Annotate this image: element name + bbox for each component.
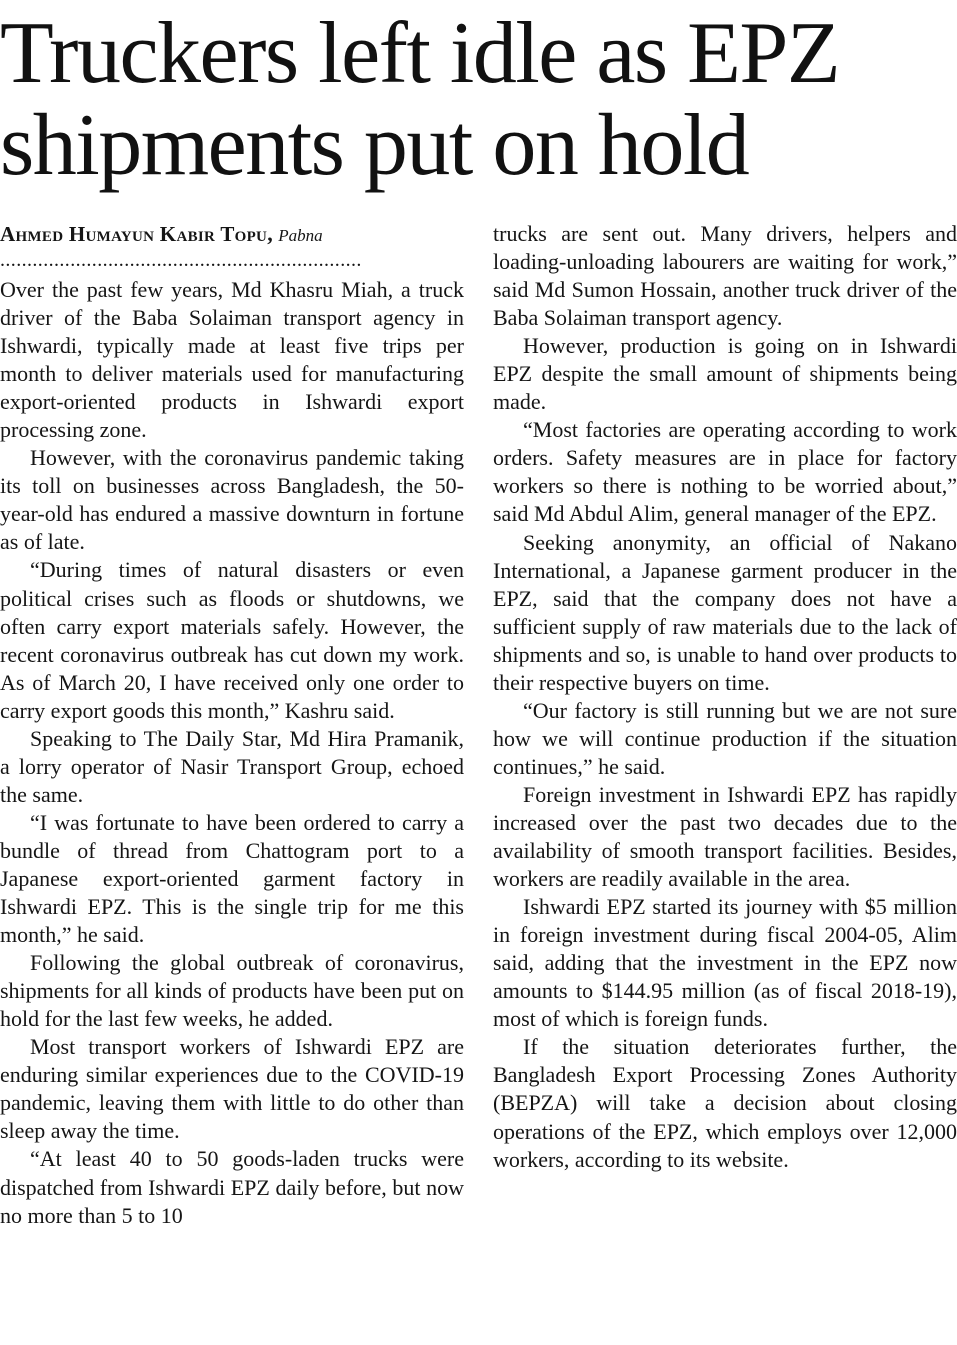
article-paragraph: Following the global outbreak of coronavirus, shipments for all kinds of products have been put on hold for the last few weeks, he added. [0, 950, 464, 1032]
article-paragraph: Ishwardi EPZ started its journey with $5 million in foreign investment during fiscal 2004-05, Alim said, adding that the investment in the EPZ now amounts to $144.95 million (as of fiscal 2018-19), most of which is foreign funds. [493, 894, 957, 1032]
article-paragraph: However, production is going on in Ishwardi EPZ despite the small amount of shipments being made. [493, 333, 957, 415]
article-paragraph: Speaking to The Daily Star, Md Hira Pramanik, a lorry operator of Nasir Transport Group, echoed the same. [0, 725, 464, 807]
article-paragraph: However, with the coronavirus pandemic taking its toll on businesses across Bangladesh, the 50-year-old has endured a massive downturn in fortune as of late. [0, 445, 464, 555]
article-paragraph: “During times of natural disasters or even political crises such as floods or shutdowns, we often carry export materials safely. However, the recent coronavirus outbreak has cut down my work. As of March 20, I have received only one order to carry export goods this month,” Kashru said. [0, 557, 464, 723]
headline-line-1: Truckers left idle as EPZ [0, 5, 840, 102]
article-paragraph: Most transport workers of Ishwardi EPZ are enduring similar experiences due to the COVID-19 pandemic, leaving them with little to do other than sleep away the time. [0, 1034, 464, 1144]
article-paragraph: Foreign investment in Ishwardi EPZ has rapidly increased over the past two decades due to the availability of smooth transport facilities. Besides, workers are readily available in the area. [493, 781, 957, 892]
article-paragraph: “Our factory is still running but we are not sure how we will continue production if the situation continues,” he said. [493, 697, 957, 779]
article-column-right [493, 220, 957, 1174]
byline-divider: ................................................................... [0, 249, 362, 271]
article-paragraph-continued: trucks are sent out. Many drivers, helpers and loading-unloading labourers are waiting for work,” said Md Sumon Hossain, another truck driver of the Baba Solaiman transport agency. [493, 221, 957, 331]
article-paragraph: Over the past few years, Md Khasru Miah, a truck driver of the Baba Solaiman transport agency in Ishwardi, typically made at least five trips per month to deliver materials used for manufacturing export-oriented products in Ishwardi export processing zone. [0, 277, 464, 443]
article-paragraph: If the situation deteriorates further, the Bangladesh Export Processing Zones Authority (BEPZA) will take a decision about closing operations of the EPZ, which employs over 12,000 workers, according to its website. [493, 1034, 957, 1172]
byline [0, 220, 464, 248]
article-paragraph: “Most factories are operating according to work orders. Safety measures are in place for factory workers so there is nothing to be worried about,” said Md Abdul Alim, general manager of the EPZ. [493, 417, 957, 527]
article-column-left [0, 220, 464, 1230]
article-headline [0, 5, 957, 194]
article-paragraph: “I was fortunate to have been ordered to carry a bundle of thread from Chattogram port to a Japanese export-oriented garment factory in Ishwardi EPZ. This is the single trip for me this month,” he said. [0, 809, 464, 948]
headline-line-2: shipments put on hold [0, 97, 749, 194]
byline-author: Ahmed Humayun Kabir Topu [0, 222, 268, 246]
article-paragraph: Seeking anonymity, an official of Nakano International, a Japanese garment producer in the EPZ, said that the company does not have a sufficient supply of raw materials due to the lack of shipments and so, is unable to hand over products to their respective buyers on time. [493, 529, 957, 695]
byline-separator: , [267, 221, 273, 246]
byline-location: Pabna [278, 226, 323, 245]
article-paragraph: “At least 40 to 50 goods-laden trucks were dispatched from Ishwardi EPZ daily before, but now no more than 5 to 10 [0, 1146, 464, 1228]
